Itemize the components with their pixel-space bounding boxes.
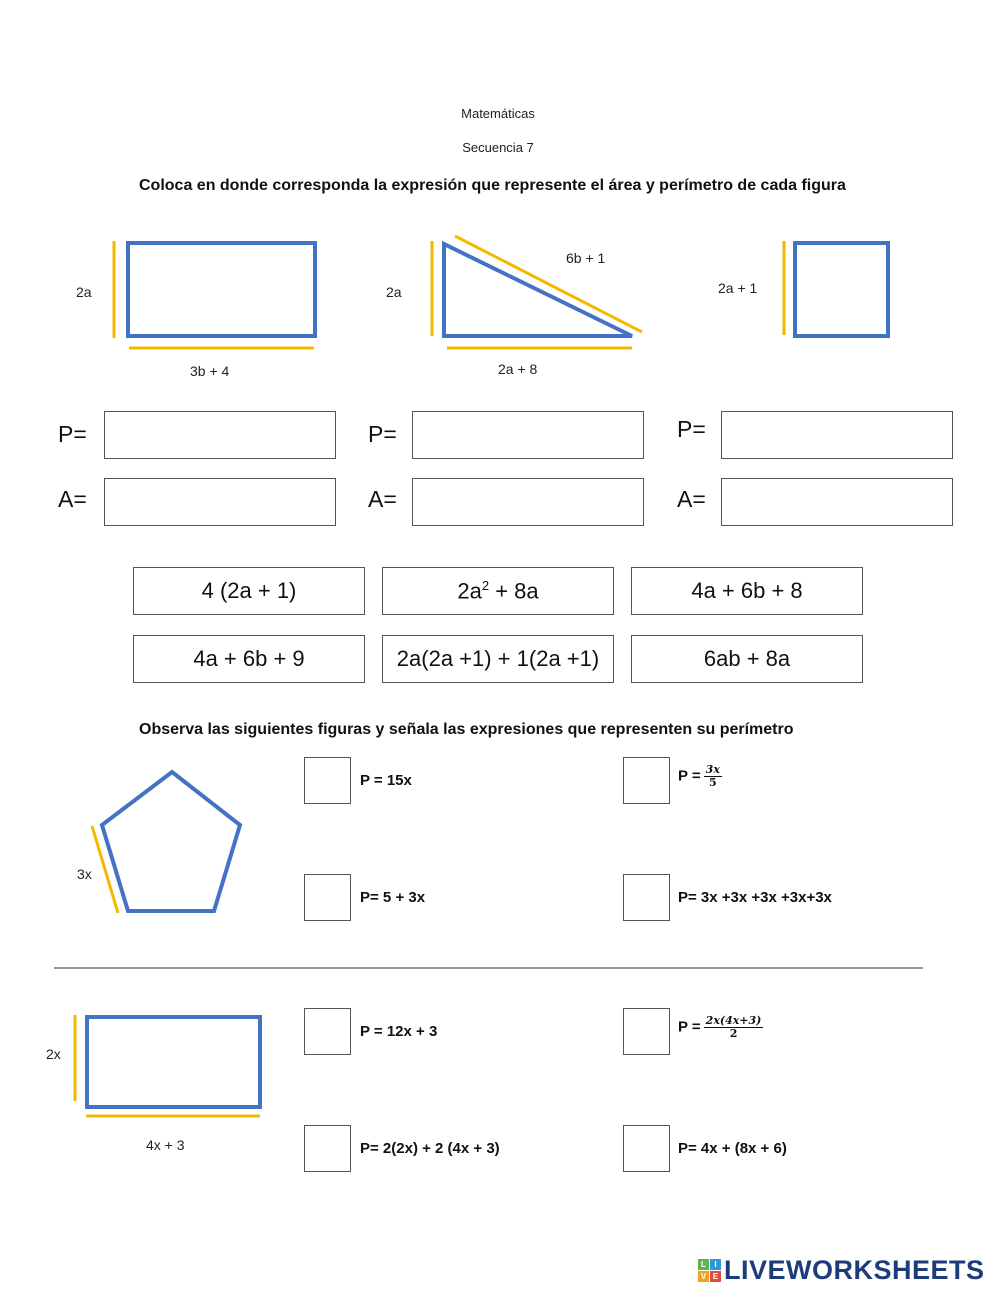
area-answer-box-3[interactable] (721, 478, 953, 526)
expression-tile-2-text (457, 578, 538, 604)
expression-tile-6[interactable] (631, 635, 863, 683)
area-label-3: A= (677, 486, 706, 512)
expression-tile-3[interactable] (631, 567, 863, 615)
pentagon-side-label: 3x (77, 866, 92, 882)
liveworksheets-logo[interactable] (698, 1255, 985, 1286)
pentagon-option-2-text (678, 764, 722, 789)
area-answer-box-2[interactable] (412, 478, 644, 526)
logo-letter-i: I (710, 1259, 721, 1270)
logo-letter-l: L (698, 1259, 709, 1270)
triangle-hypotenuse-marker (455, 236, 642, 332)
expression-tile-2[interactable] (382, 567, 614, 615)
rectangle-option-1-text: P = 12x + 3 (360, 1023, 438, 1040)
perimeter-answer-box-1[interactable] (104, 411, 336, 459)
expression-tile-1-text: 4 (2a + 1) (201, 578, 297, 603)
perimeter-answer-box-3[interactable] (721, 411, 953, 459)
pentagon-option-2-checkbox[interactable] (623, 757, 670, 804)
rectangle-option-3-text: P= 2(2x) + 2 (4x + 3) (360, 1140, 500, 1157)
perimeter-label-3: P= (677, 416, 706, 442)
logo-letter-v: V (698, 1271, 709, 1282)
rectangle-2-figure (87, 1017, 260, 1107)
logo-letter-e: E (710, 1271, 721, 1282)
pentagon-option-3-checkbox[interactable] (304, 874, 351, 921)
rectangle-2-base-label: 4x + 3 (146, 1137, 185, 1153)
rectangle-option-2-fraction (704, 1015, 764, 1040)
pentagon-option-4-text: P= 3x +3x +3x +3x+3x (678, 889, 832, 906)
rectangle-option-2-text (678, 1015, 763, 1040)
area-label-1: A= (58, 486, 87, 512)
pentagon-option-4-checkbox[interactable] (623, 874, 670, 921)
triangle-base-label: 2a + 8 (498, 361, 538, 377)
expression-tile-4[interactable] (133, 635, 365, 683)
pentagon-option-1-checkbox[interactable] (304, 757, 351, 804)
square-side-label: 2a + 1 (718, 280, 758, 296)
perimeter-label-2: P= (368, 421, 397, 447)
expression-tile-2-exponent: 2 (481, 577, 490, 593)
rectangle-option-4-checkbox[interactable] (623, 1125, 670, 1172)
logo-mark-icon (698, 1259, 721, 1282)
expression-tile-1[interactable] (133, 567, 365, 615)
area-label-2: A= (368, 486, 397, 512)
area-answer-box-1[interactable] (104, 478, 336, 526)
rectangle-option-2-prefix: P = (678, 1018, 701, 1036)
triangle-hypotenuse-label: 6b + 1 (566, 250, 606, 266)
pentagon-option-1-text: P = 15x (360, 772, 412, 789)
expression-tile-2-base: 2a (457, 578, 482, 604)
fraction-denominator: 2 (729, 1027, 738, 1040)
square-figure (795, 243, 888, 336)
rectangle-height-label: 2a (76, 284, 92, 300)
rectangle-option-1-checkbox[interactable] (304, 1008, 351, 1055)
triangle-height-label: 2a (386, 284, 402, 300)
expression-tile-5-text: 2a(2a +1) + 1(2a +1) (396, 646, 600, 671)
perimeter-answer-box-2[interactable] (412, 411, 644, 459)
fraction-numerator: 2x(4x+3) (705, 1014, 762, 1027)
pentagon-figure (102, 772, 240, 911)
expression-tile-4-text: 4a + 6b + 9 (193, 646, 305, 671)
rectangle-option-4-text: P= 4x + (8x + 6) (678, 1140, 787, 1157)
fraction-numerator: 3x (705, 763, 720, 776)
instruction-1: Coloca en donde corresponda la expresión que represente el área y perímetro de cada figura (139, 177, 846, 194)
expression-tile-6-text: 6ab + 8a (703, 646, 791, 671)
subject-title: Matemáticas (461, 106, 535, 121)
pentagon-option-2-prefix: P = (678, 767, 701, 785)
instruction-2: Observa las siguientes figuras y señala las expresiones que representen su perímetro (139, 721, 794, 738)
expression-tile-5[interactable] (382, 635, 614, 683)
pentagon-option-3-text: P= 5 + 3x (360, 889, 426, 906)
rectangle-option-3-checkbox[interactable] (304, 1125, 351, 1172)
rectangle-option-2-checkbox[interactable] (623, 1008, 670, 1055)
logo-text: LIVEWORKSHEETS (724, 1255, 985, 1285)
rectangle-2-height-label: 2x (46, 1046, 61, 1062)
perimeter-label-1: P= (58, 421, 87, 447)
expression-tile-3-text: 4a + 6b + 8 (691, 578, 803, 603)
rectangle-figure (128, 243, 315, 336)
expression-tile-2-rest: + 8a (489, 578, 539, 604)
fraction-denominator: 5 (708, 776, 717, 789)
rectangle-base-label: 3b + 4 (190, 363, 230, 379)
pentagon-option-2-fraction (704, 764, 722, 789)
sequence-title: Secuencia 7 (462, 140, 534, 155)
